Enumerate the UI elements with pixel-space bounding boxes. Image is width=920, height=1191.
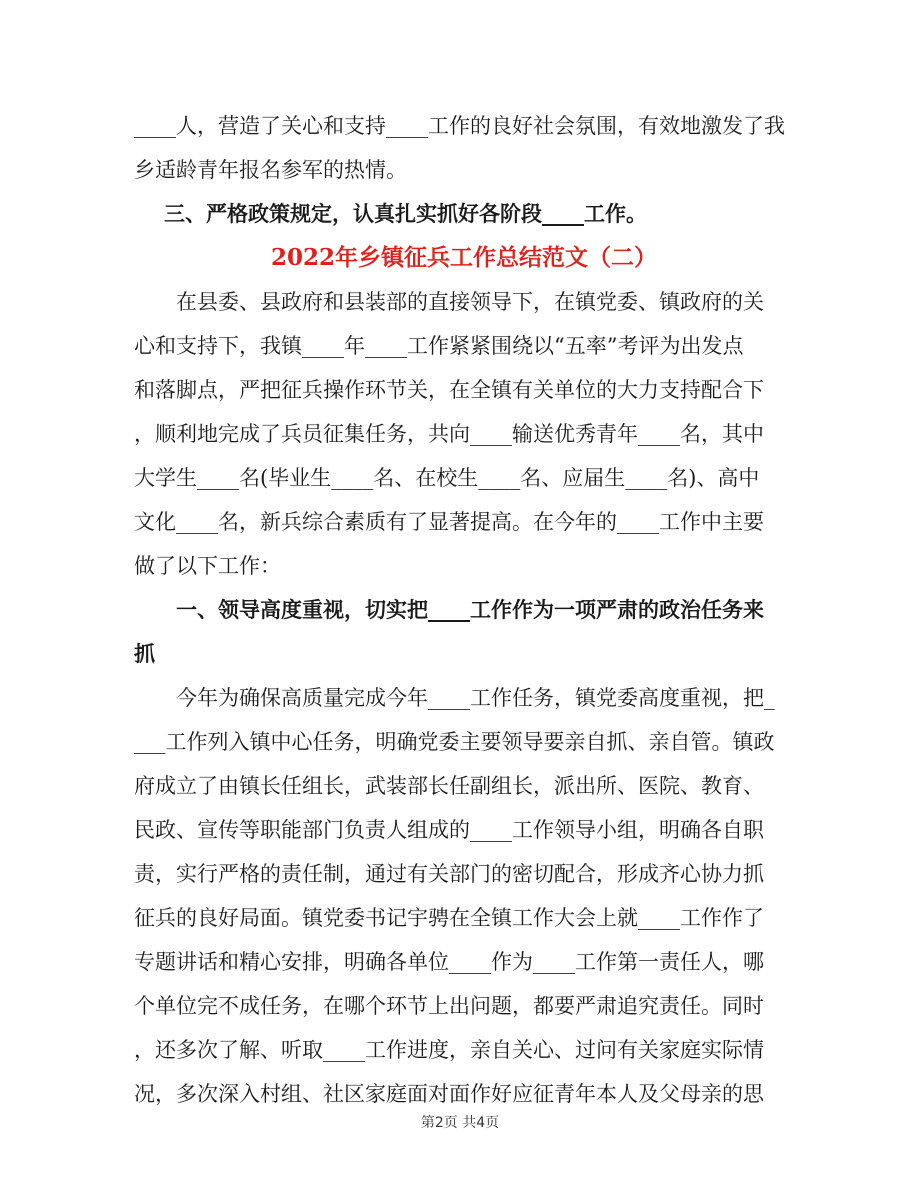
body-line: 个单位完不成任务，在哪个环节上出问题，都要严肃追究责任。同时 [134, 994, 764, 1018]
body-line: 在县委、县政府和县装部的直接领导下，在镇党委、镇政府的关 [176, 290, 764, 314]
body-line: 况，多次深入村组、社区家庭面对面作好应征青年本人及父母亲的思 [134, 1082, 764, 1106]
body-line: 责，实行严格的责任制，通过有关部门的密切配合，形成齐心协力抓 [134, 862, 764, 886]
section-heading: 抓 [134, 641, 155, 666]
section-heading: 三、严格政策规定，认真扎实抓好各阶段____工作。 [164, 201, 647, 226]
body-line: 心和支持下，我镇____年____工作紧紧围绕以“五率”考评为出发点 [134, 334, 744, 358]
body-line: ___工作列入镇中心任务，明确党委主要领导要亲自抓、亲自管。镇政 [134, 730, 775, 754]
section-heading: 一、领导高度重视，切实把____工作作为一项严肃的政治任务来 [176, 597, 764, 622]
body-line: 做了以下工作： [134, 554, 281, 578]
document-title: 2022年乡镇征兵工作总结范文（二） [270, 244, 657, 271]
body-line: 民政、宣传等职能部门负责人组成的____工作领导小组，明确各自职 [134, 818, 764, 842]
body-line: 征兵的良好局面。镇党委书记宇骋在全镇工作大会上就____工作作了 [134, 906, 764, 930]
body-line: 今年为确保高质量完成今年____工作任务，镇党委高度重视，把_ [176, 686, 775, 710]
body-line: ，顺利地完成了兵员征集任务，共向____输送优秀青年____名，其中 [134, 422, 764, 446]
body-line: 文化____名，新兵综合素质有了显著提高。在今年的____工作中主要 [134, 510, 764, 534]
body-line: 专题讲话和精心安排，明确各单位____作为____工作第一责任人，哪 [134, 950, 764, 974]
body-line: ____人，营造了关心和支持____工作的良好社会氛围，有效地激发了我 [134, 114, 785, 138]
body-line: 乡适龄青年报名参军的热情。 [134, 158, 407, 182]
page-number: 第2页 共4页 [420, 1115, 500, 1131]
body-line: 府成立了由镇长任组长，武装部长任副组长，派出所、医院、教育、 [134, 774, 764, 798]
document-body [134, 104, 794, 1116]
body-line: 和落脚点，严把征兵操作环节关，在全镇有关单位的大力支持配合下 [134, 378, 764, 402]
body-line: 大学生____名(毕业生____名、在校生____名、应届生____名)、高中 [134, 466, 760, 490]
body-line: ，还多次了解、听取____工作进度，亲自关心、过问有关家庭实际情 [134, 1038, 764, 1062]
